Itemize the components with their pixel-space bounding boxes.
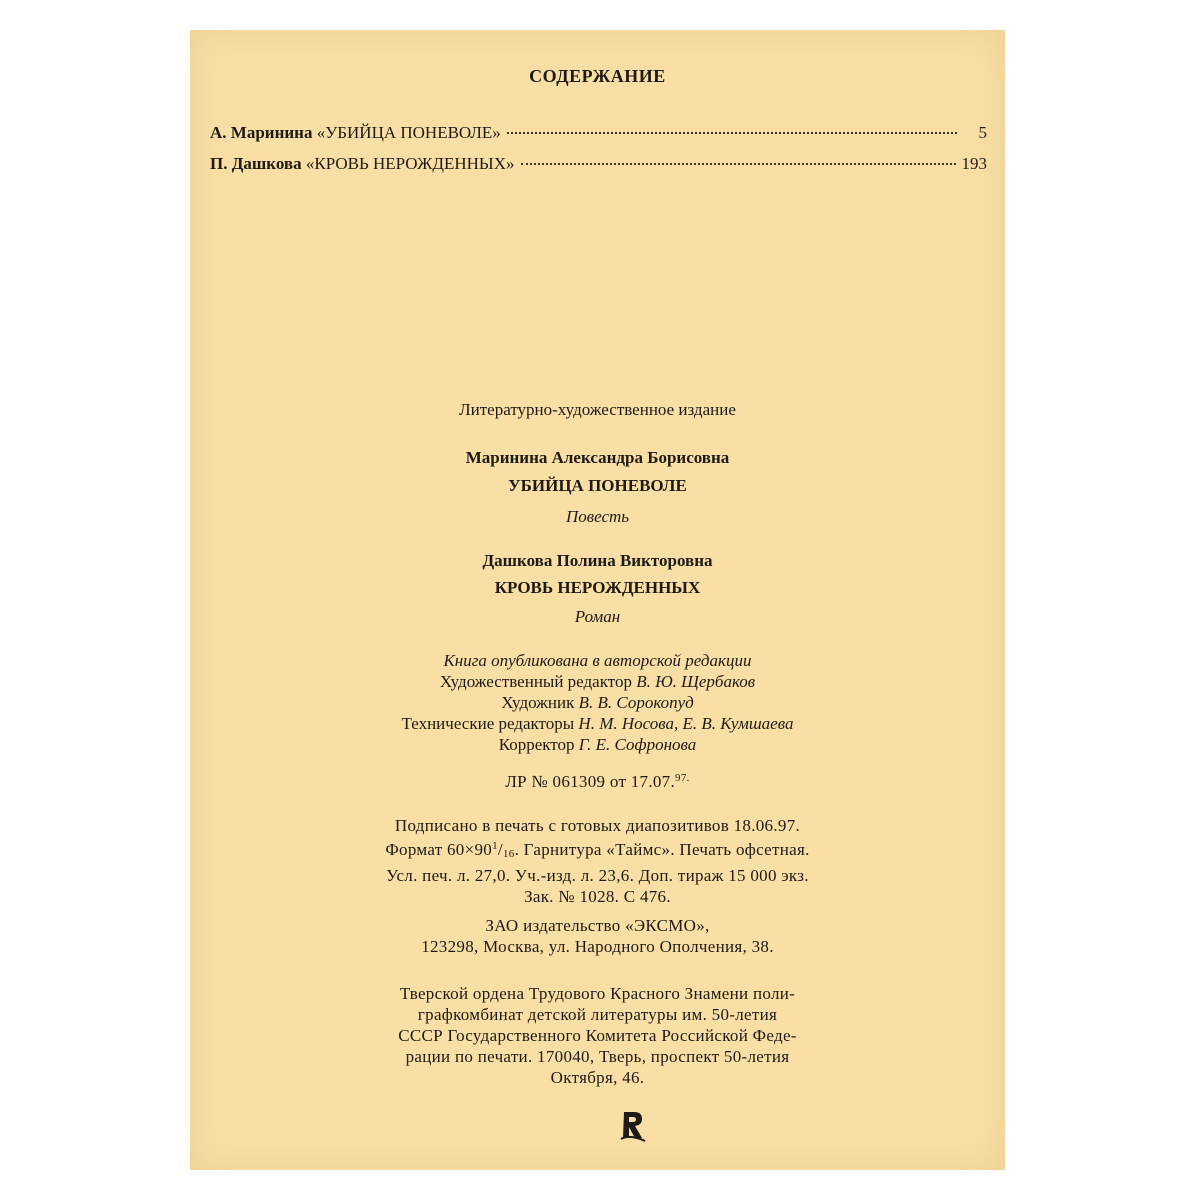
toc-entry-author: П. Дашкова — [210, 154, 302, 173]
work2-title: КРОВЬ НЕРОЖДЕННЫХ — [494, 578, 701, 597]
toc-entry-page: 5 — [978, 123, 987, 142]
toc-title: СОДЕРЖАНИЕ — [529, 66, 666, 86]
edition-type: Литературно-художественное издание — [459, 400, 736, 419]
toc-entry-author: А. Маринина — [210, 123, 313, 142]
work2-genre: Роман — [574, 607, 621, 626]
license-line: ЛР № 061309 от 17.07.$^{97.}$ — [505, 772, 690, 791]
publisher-logo-icon — [618, 1108, 648, 1142]
publisher-name: ЗАО издательство «ЭКСМО», — [485, 916, 710, 935]
printing-details: Подписано в печать с готовых диапозитивов 18.06.97. Формат $60\times 90^1/_{16}$. Гарнитура «Таймс». Печать офсетная. Усл. печ. л. 27,0. Уч.-изд. л. 23,6. Доп. тираж 15 000 экз. Зак. № 1028. С 476. — [190, 815, 1005, 907]
format-line: Формат $60\times 90^1/_{16}$. Гарнитура «Таймс». Печать офсетная. — [385, 840, 810, 860]
toc-dot-leader — [507, 132, 957, 134]
book-page — [190, 30, 1005, 1170]
tech-editors-line: Технические редакторы Н. М. Носова, Е. В. Кумшаева — [401, 714, 794, 733]
toc-entry-1 — [210, 123, 987, 143]
work1-genre: Повесть — [565, 507, 630, 526]
credits-block — [190, 650, 1005, 755]
artist-line: Художник В. В. Сорокопуд — [501, 693, 694, 712]
work1-author: Маринина Александра Борисовна — [465, 448, 730, 467]
edition-note: Книга опубликована в авторской редакции — [443, 651, 752, 670]
toc-entry-2 — [210, 154, 987, 174]
art-editor-line: Художественный редактор В. Ю. Щербаков — [439, 672, 756, 691]
toc-entry-page: 193 — [961, 154, 987, 173]
toc-entry-title: «УБИЙЦА ПОНЕВОЛЕ» — [316, 123, 501, 142]
work1-title: УБИЙЦА ПОНЕВОЛЕ — [508, 476, 687, 495]
printer-block: Тверской ордена Трудового Красного Знамени поли- графкомбинат детской литературы им. 50-летия СССР Государственного Комитета Российской Феде- рации по печати. 170040, Тверь, проспект 50-летия Октября, 46. — [398, 984, 797, 1087]
work2-author: Дашкова Полина Викторовна — [482, 551, 713, 570]
toc-dot-leader — [521, 163, 956, 165]
toc-entry-title: «КРОВЬ НЕРОЖДЕННЫХ» — [305, 154, 515, 173]
publisher-block — [190, 915, 1005, 957]
proofreader-line: Корректор Г. Е. Софронова — [498, 735, 697, 754]
publisher-address: 123298, Москва, ул. Народного Ополчения, 38. — [421, 937, 774, 956]
